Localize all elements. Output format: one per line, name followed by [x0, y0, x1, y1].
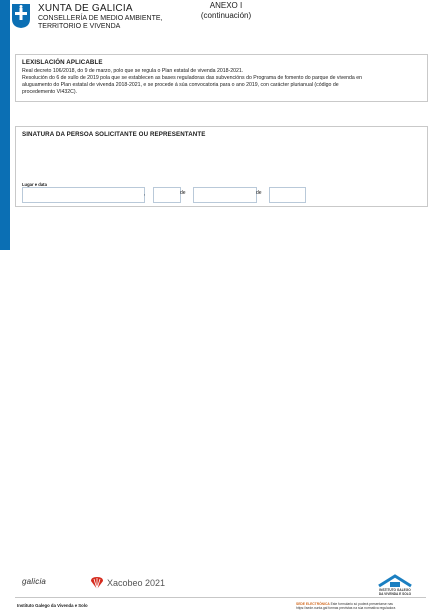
sede-label: SEDE ELECTRÓNICA	[296, 602, 330, 606]
department-name: CONSELLERÍA DE MEDIO AMBIENTE, TERRITORIO E VIVENDA	[38, 15, 163, 30]
legislation-line: procedemento VI432C).	[22, 89, 78, 95]
xunta-shield-icon	[11, 3, 31, 29]
signature-title: SINATURA DA PERSOA SOLICITANTE OU REPRESENTANTE	[22, 131, 206, 138]
legislation-title: LEXISLACIÓN APLICABLE	[22, 59, 103, 66]
xacobeo-logo: Xacobeo 2021	[107, 578, 166, 588]
de-separator: de	[256, 190, 262, 196]
xacobeo-shell-icon	[90, 576, 104, 590]
ivs-logo-text: INSTITUTO GALEGO DA VIVENDA E SOLO	[378, 588, 412, 596]
legislation-line: aluguamento do Plan estatal de vivenda 2018-2021, e se procede á súa convocatoria para o ano 2019, con carácter plurianual (código de	[22, 82, 339, 88]
de-separator: de	[180, 190, 186, 196]
place-date-label: Lugar e data	[22, 182, 47, 187]
sede-url-text: https://sede.xunta.gal formas previstas na súa normativa reguladora	[296, 606, 396, 611]
annex-title: ANEXO I	[209, 1, 243, 10]
legislation-line: Real decreto 106/2018, do 9 de marzo, polo que se regula o Plan estatal de vivenda 2018-2021.	[22, 68, 244, 74]
annex-heading	[196, 1, 256, 21]
org-name: XUNTA DE GALICIA	[38, 3, 133, 14]
sede-text: Este formulario só poderá presentarse nas	[330, 602, 393, 606]
legislation-section	[15, 54, 428, 102]
footer-divider	[15, 597, 426, 598]
signature-section	[15, 126, 428, 207]
place-input[interactable]	[22, 187, 145, 203]
comma-separator: ,	[144, 191, 146, 197]
day-input[interactable]	[153, 187, 181, 203]
sidebar-band	[0, 0, 10, 250]
month-input[interactable]	[193, 187, 257, 203]
year-input[interactable]	[269, 187, 306, 203]
annex-subtitle: (continuación)	[200, 11, 252, 20]
legislation-line: Resolución do 6 de xullo de 2019 pola que se establecen as bases reguladoras das subvencións do Programa de fomento do parque de vivenda en	[22, 75, 363, 81]
sede-notice	[296, 602, 426, 610]
galicia-logo: galicia	[22, 577, 47, 586]
ivs-logo-icon	[377, 574, 413, 588]
footer-org-name: Instituto Galego da Vivenda e Solo	[17, 603, 88, 608]
